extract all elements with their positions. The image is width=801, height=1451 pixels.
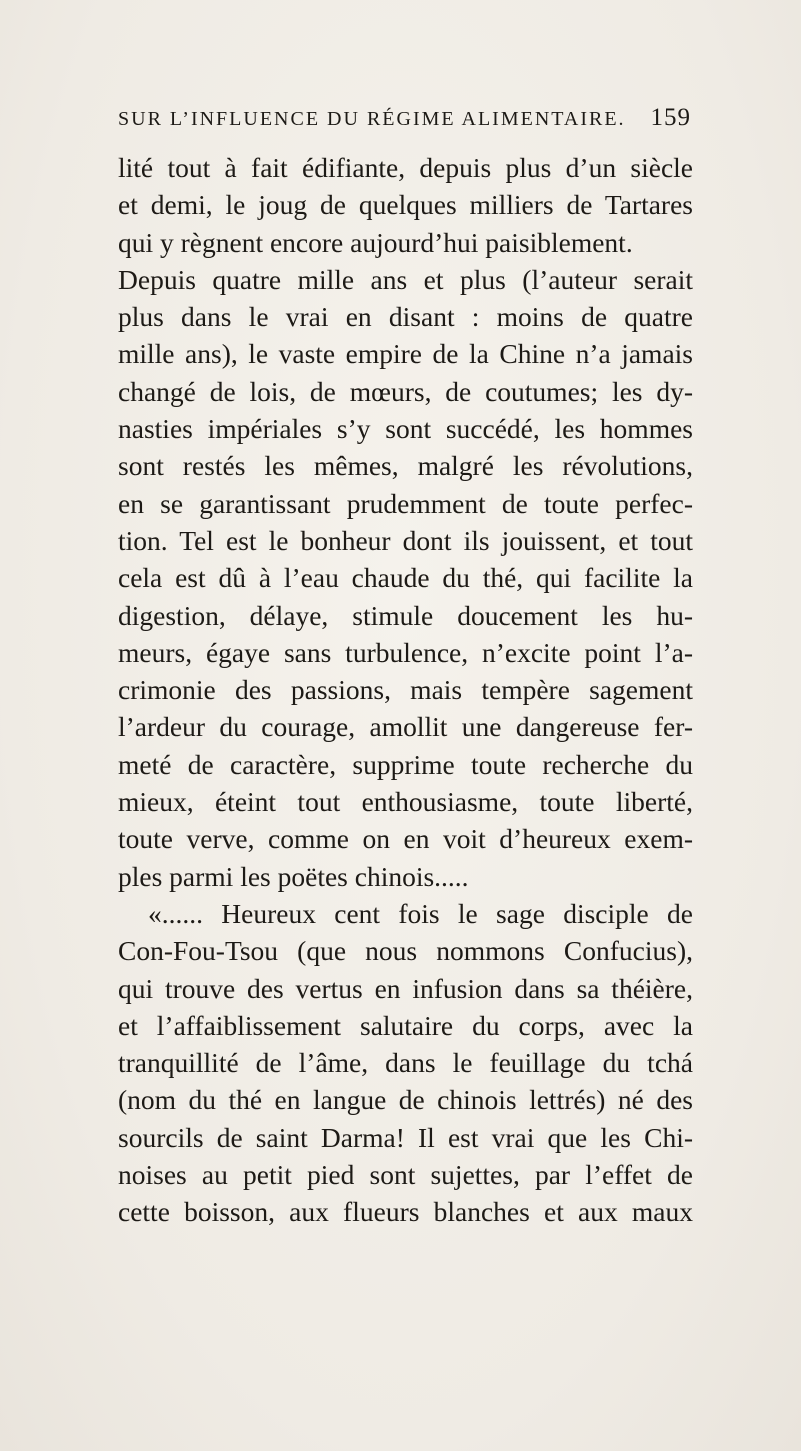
text-line: lité tout à fait édifiante, depuis plus d’un siècle [118,152,693,183]
text-line: l’ardeur du courage, amollit une dangereuse fer- [118,711,693,743]
running-head: SUR L’INFLUENCE DU RÉGIME ALIMENTAIRE. [118,108,626,130]
text-line: sourcils de saint Darma! Il est vrai que les Chi- [118,1121,693,1153]
text-line: cela est dû à l’eau chaude du thé, qui facilite la [118,562,693,594]
text-line: mille ans), le vaste empire de la Chine n’a jamais [118,338,693,370]
text-line: digestion, délaye, stimule doucement les hu- [118,599,693,631]
text-line: tranquillité de l’âme, dans le feuillage du tchá [118,1047,693,1079]
text-line: meté de caractère, supprime toute recherche du [118,748,693,780]
text-line: nasties impériales s’y sont succédé, les hommes [118,413,693,445]
body-text [118,149,693,1231]
page-number: 159 [650,104,691,131]
text-line: «...... Heureux cent fois le sage disciple de [148,897,693,929]
text-line: Con-Fou-Tsou (que nous nommons Confucius), [118,935,693,967]
text-line: mieux, éteint tout enthousiasme, toute liberté, [118,786,693,818]
text-line: et l’affaiblissement salutaire du corps, avec la [118,1009,693,1041]
text-line: sont restés les mêmes, malgré les révolutions, [118,450,693,482]
text-line: Depuis quatre mille ans et plus (l’auteur serait [118,263,693,295]
text-line: (nom du thé en langue de chinois lettrés) né des [118,1084,693,1116]
text-line: noises au petit pied sont sujettes, par l’effet de [118,1159,693,1191]
text-line: tion. Tel est le bonheur dont ils jouissent, et tout [118,524,693,556]
text-line: ples parmi les poëtes chinois..... [118,860,469,892]
text-line: et demi, le joug de quelques milliers de Tartares [118,189,693,221]
text-line: en se garantissant prudemment de toute perfec- [118,487,693,519]
text-line: qui y règnent encore aujourd’hui paisiblement. [118,226,633,258]
text-line: qui trouve des vertus en infusion dans sa théière, [118,972,693,1004]
text-line: crimonie des passions, mais tempère sagement [118,674,693,706]
text-line: cette boisson, aux flueurs blanches et aux maux [118,1196,693,1228]
text-line: toute verve, comme on en voit d’heureux exem- [118,823,693,855]
text-line: meurs, égaye sans turbulence, n’excite point l’a- [118,636,693,668]
page-header [118,104,691,140]
text-line: changé de lois, de mœurs, de coutumes; les dy- [118,375,693,407]
text-line: plus dans le vrai en disant : moins de quatre [118,301,693,333]
